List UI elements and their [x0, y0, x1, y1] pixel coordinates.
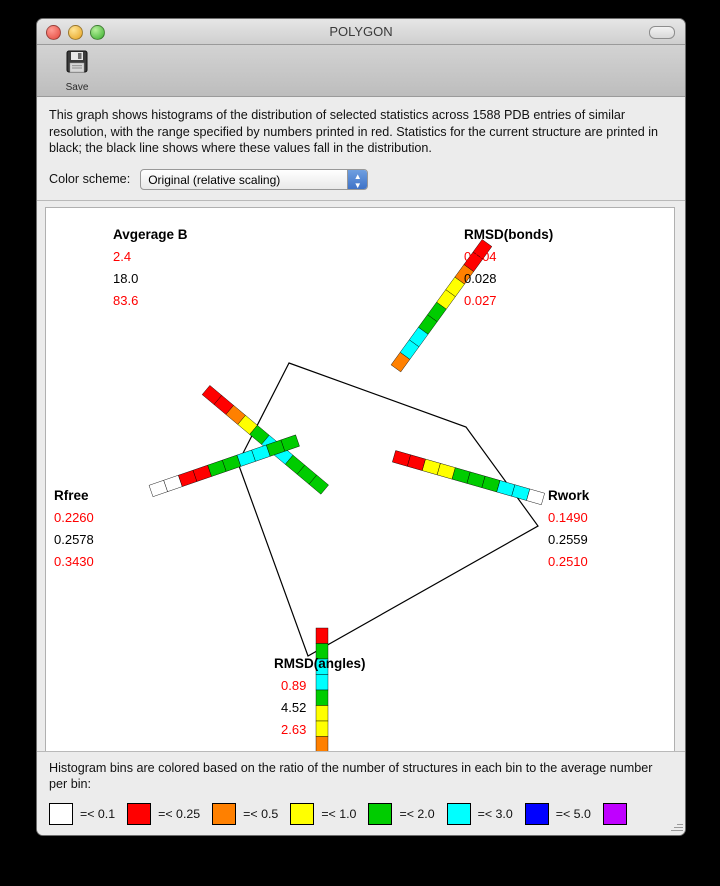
chevron-updown-icon: ▲ ▼	[347, 170, 367, 189]
axis-rfree-bins	[149, 435, 299, 497]
axis-label-rfree: Rfree	[54, 487, 89, 503]
axis-rfree	[54, 435, 300, 569]
axis-rmsd-angles	[274, 628, 366, 768]
axis-label-rmsd-angles: RMSD(angles)	[274, 655, 366, 671]
legend-swatch-4	[368, 803, 392, 825]
axis-rmsd-angles-bins	[316, 628, 328, 768]
value-polygon	[238, 363, 538, 656]
legend-label-4: =< 2.0	[399, 807, 435, 821]
axis-rmsd-bonds	[391, 227, 553, 372]
legend-label-5: =< 3.0	[477, 807, 513, 821]
legend-label-2: =< 0.5	[243, 807, 279, 821]
floppy-disk-icon	[63, 63, 91, 80]
legend-label-1: =< 0.25	[158, 807, 201, 821]
axis-min-avgerage-b: 2.4	[113, 248, 132, 264]
window-controls	[46, 25, 105, 40]
axis-avgerage-b-bins	[202, 385, 328, 494]
legend-swatch-6	[525, 803, 549, 825]
legend-label-3: =< 1.0	[321, 807, 357, 821]
axis-value-rmsd-bonds: 0.028	[464, 270, 497, 286]
legend-items	[49, 803, 673, 825]
color-scheme-label: Color scheme:	[49, 172, 131, 187]
color-scheme-row	[37, 161, 685, 201]
legend-panel	[37, 751, 685, 835]
resize-grip[interactable]	[670, 820, 683, 833]
polygon-graph	[45, 207, 675, 769]
axis-label-rmsd-bonds: RMSD(bonds)	[464, 226, 554, 242]
window-titlebar[interactable]	[37, 19, 685, 45]
save-button-label: Save	[65, 82, 89, 93]
zoom-button[interactable]	[90, 25, 105, 40]
axis-min-rfree: 0.2260	[54, 509, 94, 525]
axis-min-rwork: 0.1490	[548, 509, 588, 525]
legend-label-0: =< 0.1	[80, 807, 116, 821]
axis-avgerage-b	[113, 227, 329, 494]
polygon-chart-svg	[46, 208, 674, 768]
axis-max-rwork: 0.2510	[548, 553, 588, 569]
legend-swatch-3	[290, 803, 314, 825]
axis-value-rmsd-angles: 4.52	[281, 699, 307, 715]
axis-label-avgerage-b: Avgerage B	[113, 226, 188, 242]
axis-label-rwork: Rwork	[548, 487, 590, 503]
axis-max-rmsd-bonds: 0.027	[464, 292, 497, 308]
axis-max-avgerage-b: 83.6	[113, 292, 139, 308]
axis-rwork	[392, 450, 589, 568]
legend-swatch-0	[49, 803, 73, 825]
axis-min-rmsd-bonds: 0.004	[464, 248, 497, 264]
legend-swatch-2	[212, 803, 236, 825]
axis-value-rfree: 0.2578	[54, 531, 94, 547]
color-scheme-selected-value: Original (relative scaling)	[148, 172, 281, 187]
legend-swatch-5	[447, 803, 471, 825]
color-scheme-select[interactable]	[140, 169, 368, 190]
toolbar-toggle-button[interactable]	[649, 26, 675, 39]
description-text: This graph shows histograms of the distribution of selected statistics across 1588 PDB entries of similar resolution, with the range specified by numbers printed in red. Statistics for the current structure are printed in black; the black line shows where these values fall in the distribution.	[37, 97, 685, 161]
polygon-window	[36, 18, 686, 836]
toolbar	[37, 45, 685, 97]
window-title: POLYGON	[329, 24, 393, 39]
axis-value-rwork: 0.2559	[548, 531, 588, 547]
legend-swatch-1	[127, 803, 151, 825]
save-button[interactable]	[49, 45, 105, 93]
legend-swatch-7	[603, 803, 627, 825]
axis-max-rfree: 0.3430	[54, 553, 94, 569]
legend-label-6: =< 5.0	[555, 807, 591, 821]
legend-description: Histogram bins are colored based on the ratio of the number of structures in each bin to the average number per bin:	[49, 760, 653, 792]
axis-min-rmsd-angles: 0.89	[281, 677, 307, 693]
axis-max-rmsd-angles: 2.63	[281, 721, 307, 737]
axis-rwork-bins	[392, 450, 544, 504]
axis-value-avgerage-b: 18.0	[113, 270, 139, 286]
minimize-button[interactable]	[68, 25, 83, 40]
close-button[interactable]	[46, 25, 61, 40]
